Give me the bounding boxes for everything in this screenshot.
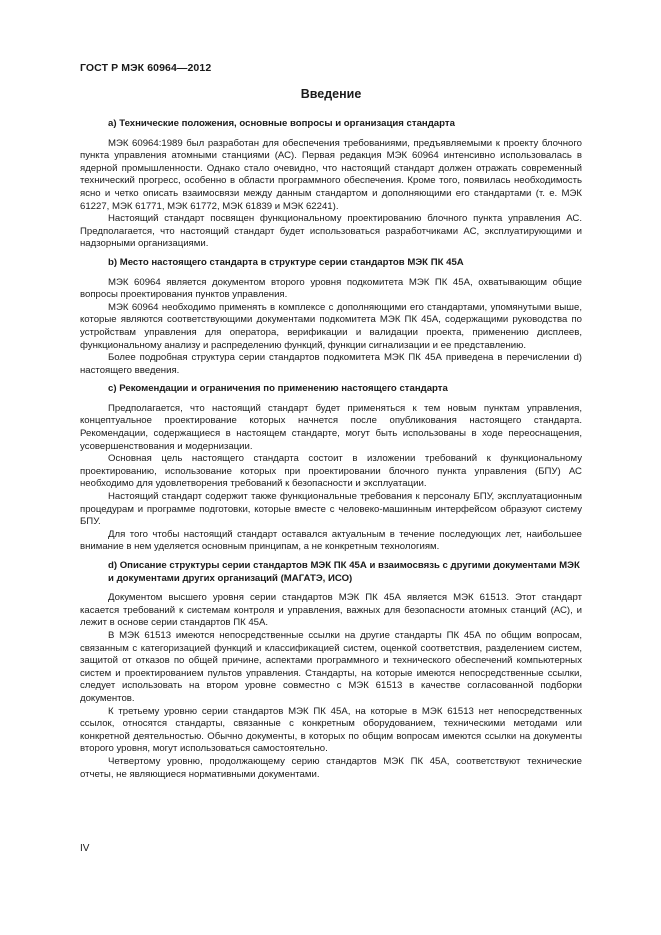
section-d — [80, 560, 582, 781]
paragraph: Настоящий стандарт содержит также функциональные требования к персоналу БПУ, эксплуатационным процедурам и программе подготовки, которые вместе с человеко-машинным интерфейсом образуют систему БПУ. — [80, 491, 582, 528]
paragraph: МЭК 60964:1989 был разработан для обеспечения требованиями, предъявляемыми к проекту блочного пункта управления атомными станциями (АС). Первая редакция МЭК 60964 интенсивно использовалась в ядерной промышленности. Однако стало очевидно, что настоящий стандарт должен отражать современный технический прогресс, особенно в области программного обеспечения. Кроме того, появилась необходимость ясно и четко описать взаимосвязи между данным стандартом и дополняющими его стандартами (т. е. МЭК 61227, МЭК 61771, МЭК 61772, МЭК 61839 и МЭК 62241). — [80, 137, 582, 212]
page-number: IV — [80, 843, 90, 854]
paragraph: К третьему уровню серии стандартов МЭК ПК 45А, на которые в МЭК 61513 нет непосредственных ссылок, относятся стандарты, связанные с конкретным оборудованием, техническими методами или конкретной деятельностью. Обычно документы, в которых по общим вопросам имеются ссылки на документы второго уровня, могут использоваться самостоятельно. — [80, 705, 582, 755]
section-c — [80, 383, 582, 554]
section-a — [80, 118, 582, 251]
paragraph: Для того чтобы настоящий стандарт оставался актуальным в течение последующих лет, наибольшее внимание в нем уделяется основным принципам, а не конкретным технологиям. — [80, 528, 582, 553]
section-b — [80, 257, 582, 377]
section-heading: а) Технические положения, основные вопросы и организация стандарта — [108, 118, 455, 129]
paragraph: Четвертому уровню, продолжающему серию стандартов МЭК ПК 45А, соответствуют технические отчеты, не являющиеся нормативными документами. — [80, 755, 582, 780]
paragraph: Настоящий стандарт посвящен функциональному проектированию блочного пункта управления АС. Предполагается, что настоящий стандарт будет использоваться разработчиками АС, эксплуатирующими и надзорными организациями. — [80, 213, 582, 250]
page-title: Введение — [300, 87, 362, 101]
paragraph: Документом высшего уровня серии стандартов МЭК ПК 45А является МЭК 61513. Этот стандарт касается требований к системам контроля и управления, важных для безопасности атомных станций (АС), и лежит в основе серии стандартов ПК 45А. — [80, 592, 582, 629]
document-body — [80, 118, 582, 787]
paragraph: МЭК 60964 является документом второго уровня подкомитета МЭК ПК 45А, охватывающим общие вопросы проектирования пунктов управления. — [80, 276, 582, 301]
paragraph: Основная цель настоящего стандарта состоит в изложении требований к функциональному проектированию, использование которых при проектировании блочного пункта управления (БПУ) АС необходимо для удовлетворения требований к безопасности и эксплуатации. — [80, 453, 582, 490]
paragraph: Предполагается, что настоящий стандарт будет применяться к тем новым пунктам управления, концептуальное проектирование которых начнется после опубликования настоящего стандарта. Рекомендации, содержащиеся в настоящем стандарте, могут быть использованы в ходе переоснащения, усовершенствования и модернизации. — [80, 402, 582, 452]
paragraph: Более подробная структура серии стандартов подкомитета МЭК ПК 45А приведена в перечислении d) настоящего введения. — [80, 352, 582, 376]
section-heading: d) Описание структуры серии стандартов МЭК ПК 45А и взаимосвязь с другими документами МЭК и документами других организаций (МАГАТЭ, ИСО) — [108, 560, 580, 584]
paragraph: МЭК 60964 необходимо применять в комплексе с дополняющими его стандартами, упомянутыми выше, которые являются соответствующими документами подкомитета МЭК ПК 45А, содержащими руководства по устройствам управления для оператора, верификации и валидации проекта, применению дисплеев, функциональному анализу и распределению функций, функции сигнализации и ее представлению. — [80, 301, 582, 351]
standard-code: ГОСТ Р МЭК 60964—2012 — [80, 62, 212, 74]
section-heading: b) Место настоящего стандарта в структуре серии стандартов МЭК ПК 45А — [108, 256, 464, 268]
paragraph: В МЭК 61513 имеются непосредственные ссылки на другие стандарты ПК 45А по общим вопросам, связанным с категоризацией функций и классификацией систем, оценкой соответствия, разделением систем, защитой от отказов по общей причине, аспектами программного и технического обеспечений компьютерных систем и проектированием пультов управления. Стандарты, на которые имеются непосредственные ссылки, следует использовать на втором уровне совместно с МЭК 61513 в качестве согласованной подборки документов. — [80, 629, 582, 704]
section-heading: с) Рекомендации и ограничения по применению настоящего стандарта — [108, 383, 448, 395]
